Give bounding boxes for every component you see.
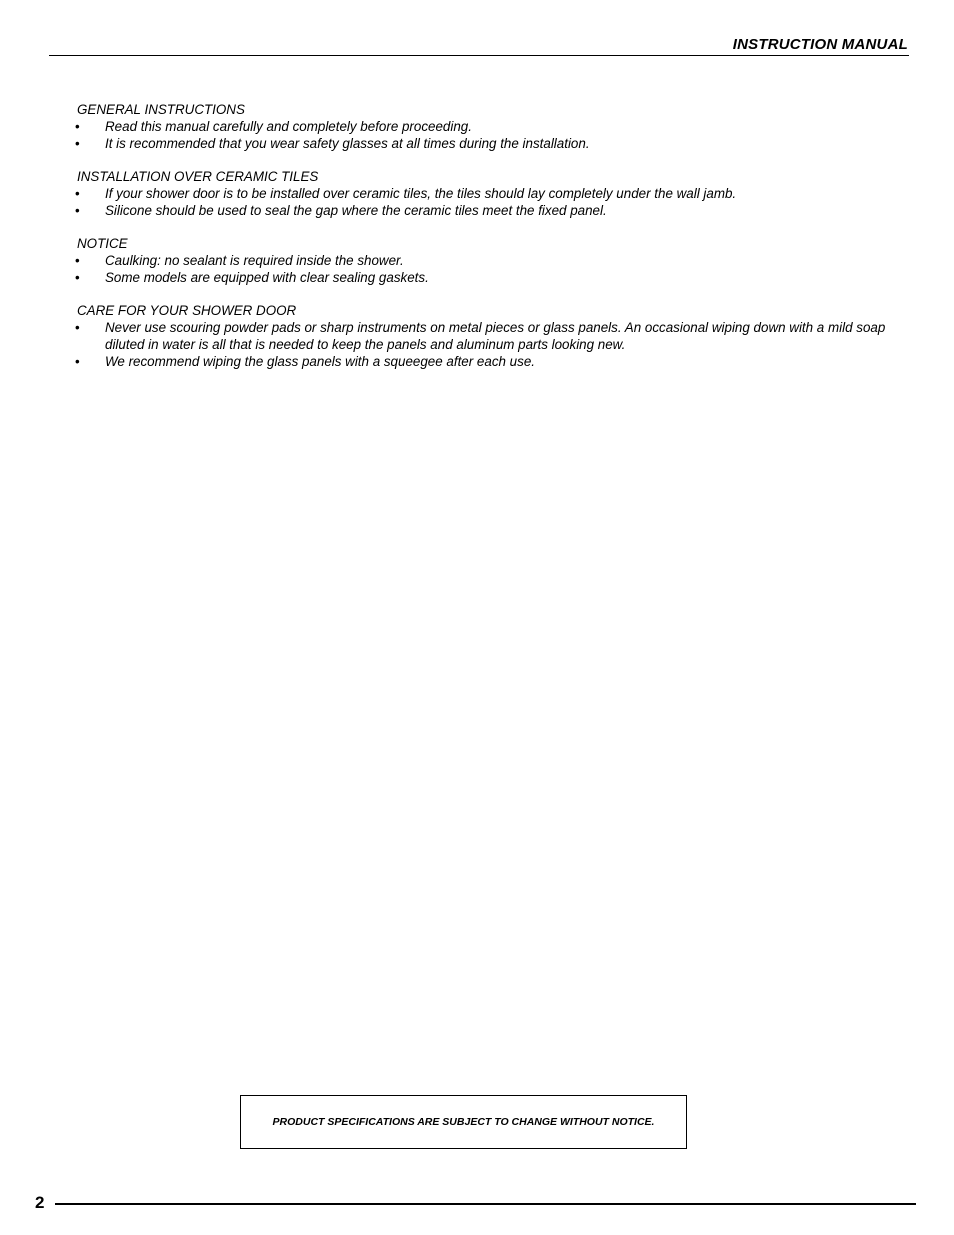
header-title: INSTRUCTION MANUAL: [732, 36, 908, 53]
bullet-icon: •: [75, 270, 80, 285]
section-title: CARE FOR YOUR SHOWER DOOR: [77, 303, 297, 318]
list-item-text: We recommend wiping the glass panels with a squeegee after each use.: [105, 354, 535, 369]
section-title: GENERAL INSTRUCTIONS: [77, 102, 245, 117]
bullet-icon: •: [75, 203, 80, 218]
list-item-text: Read this manual carefully and completely before proceeding.: [105, 119, 472, 134]
section-notice: [77, 235, 897, 286]
bullet-list: [77, 185, 897, 219]
section-care-for-your-shower-door: [77, 302, 897, 370]
list-item: [77, 269, 897, 286]
list-item-text: Silicone should be used to seal the gap where the ceramic tiles meet the fixed panel.: [105, 203, 607, 218]
list-item-text: Caulking: no sealant is required inside the shower.: [105, 253, 404, 268]
bullet-icon: •: [75, 119, 80, 134]
section-installation-over-ceramic-tiles: [77, 168, 897, 219]
list-item-text: Never use scouring powder pads or sharp instruments on metal pieces or glass panels. An occasional wiping down with a mild soap diluted in water is all that is needed to keep the panels and aluminum parts looking new.: [105, 320, 886, 352]
bullet-list: [77, 118, 897, 152]
specifications-notice-box: [240, 1095, 687, 1149]
bullet-icon: •: [75, 320, 80, 335]
specifications-notice-text: PRODUCT SPECIFICATIONS ARE SUBJECT TO CHANGE WITHOUT NOTICE.: [272, 1116, 655, 1128]
bullet-icon: •: [75, 136, 80, 151]
section-general-instructions: [77, 101, 897, 152]
list-item-text: It is recommended that you wear safety glasses at all times during the installation.: [105, 136, 590, 151]
section-title: INSTALLATION OVER CERAMIC TILES: [77, 169, 319, 184]
bullet-icon: •: [75, 253, 80, 268]
list-item: [77, 135, 897, 152]
list-item-text: Some models are equipped with clear sealing gaskets.: [105, 270, 429, 285]
list-item: [77, 202, 897, 219]
bullet-list: [77, 252, 897, 286]
header-divider: [49, 55, 909, 56]
list-item: [77, 185, 897, 202]
page-number: 2: [35, 1193, 45, 1212]
list-item-text: If your shower door is to be installed over ceramic tiles, the tiles should lay completely under the wall jamb.: [105, 186, 737, 201]
footer-divider: [55, 1203, 916, 1205]
section-title: NOTICE: [77, 236, 128, 251]
list-item: [77, 353, 897, 370]
bullet-icon: •: [75, 186, 80, 201]
bullet-list: [77, 319, 897, 370]
list-item: [77, 252, 897, 269]
list-item: [77, 319, 897, 353]
bullet-icon: •: [75, 354, 80, 369]
list-item: [77, 118, 897, 135]
instructions-content: [77, 101, 897, 386]
